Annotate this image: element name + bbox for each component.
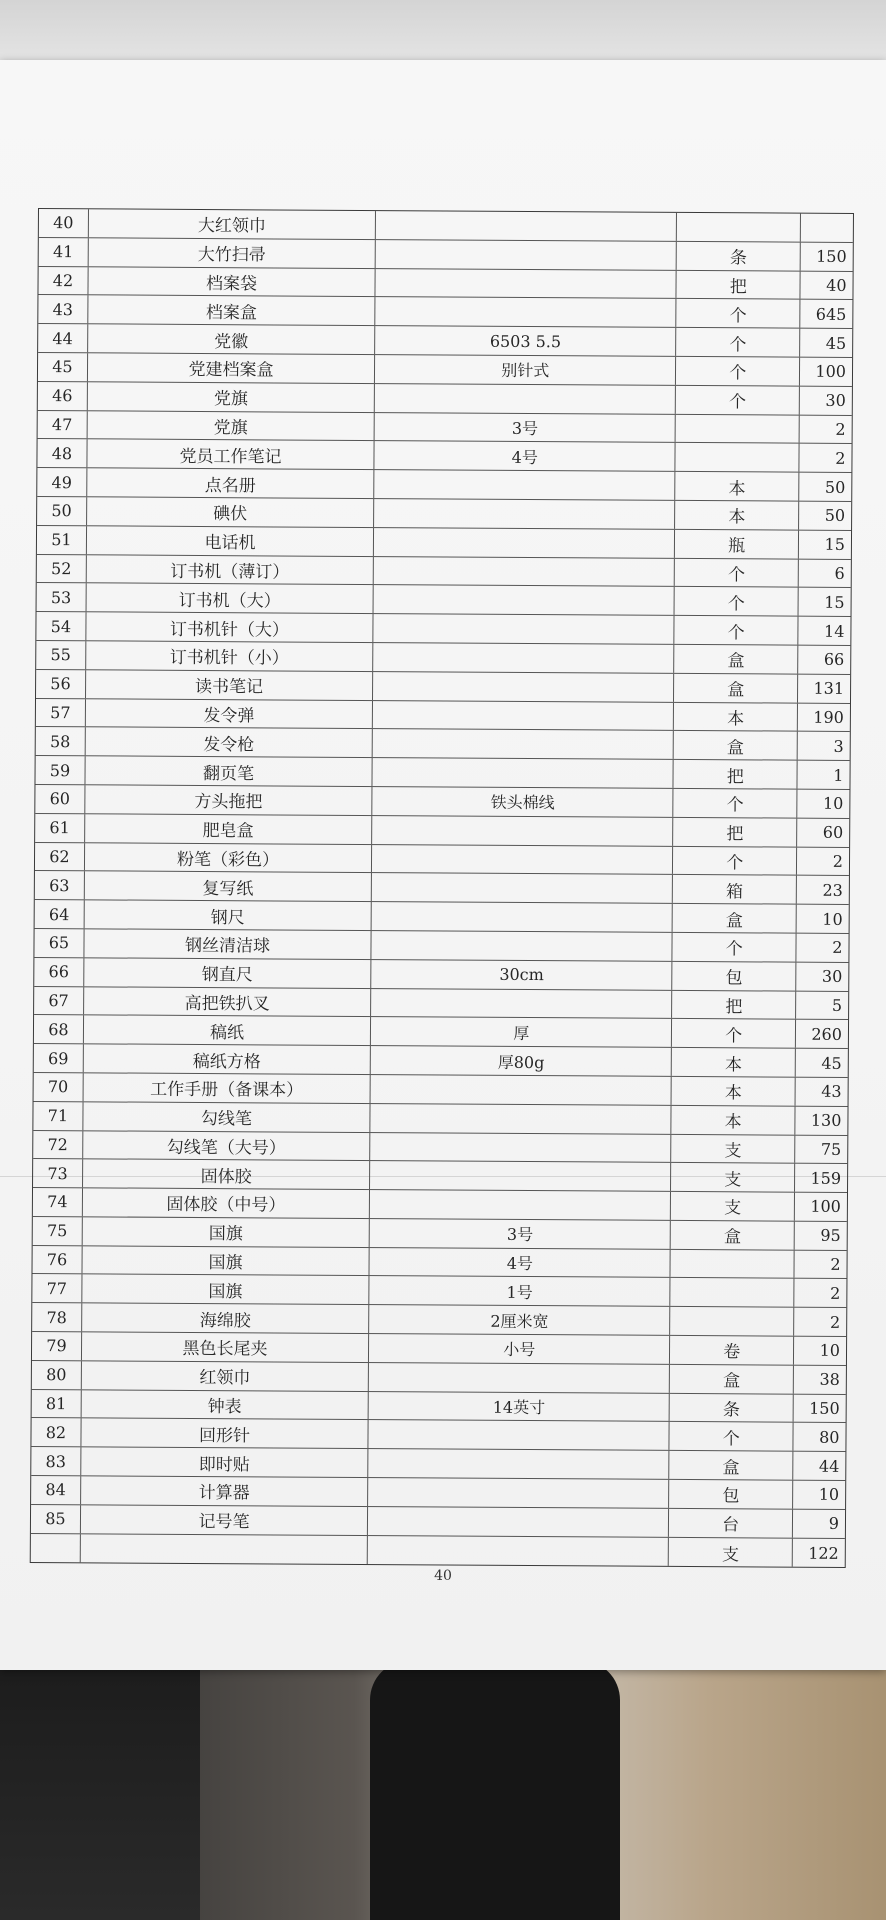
item-unit: 盒 (671, 1221, 795, 1250)
item-name: 订书机针（小） (86, 641, 373, 671)
row-number: 74 (33, 1188, 83, 1216)
item-name: 复写纸 (85, 872, 372, 902)
item-quantity: 15 (824, 592, 845, 612)
row-number: 75 (33, 1217, 83, 1245)
row-number: 51 (37, 526, 87, 554)
row-number: 80 (32, 1361, 82, 1389)
item-quantity: 6 (834, 563, 845, 583)
item-spec (374, 470, 675, 500)
item-quantity: 95 (820, 1226, 841, 1246)
item-quantity: 75 (820, 1139, 842, 1159)
item-unit: 包 (673, 962, 797, 991)
row-number: 44 (38, 324, 88, 352)
item-unit (676, 414, 800, 443)
row-number: 53 (37, 583, 87, 611)
item-spec (375, 297, 676, 327)
item-quantity: 190 (813, 707, 844, 727)
item-spec (368, 1449, 669, 1479)
row-number: 77 (32, 1274, 82, 1302)
row-number: 62 (35, 843, 85, 871)
item-name: 计算器 (81, 1476, 368, 1506)
item-unit: 本 (675, 501, 799, 530)
row-number (31, 1534, 81, 1563)
item-quantity: 2 (835, 448, 846, 468)
item-quantity: 80 (819, 1427, 840, 1447)
item-name: 党建档案盒 (88, 353, 375, 383)
item-name: 档案盒 (88, 296, 375, 326)
row-number: 49 (37, 468, 87, 496)
item-unit: 个 (677, 299, 801, 328)
item-name: 点名册 (87, 468, 374, 498)
item-spec: 4号 (370, 1248, 671, 1278)
item-name: 钟表 (81, 1390, 368, 1420)
item-quantity: 159 (810, 1168, 842, 1188)
item-unit: 个 (675, 616, 799, 645)
item-spec: 4号 (375, 441, 676, 471)
item-spec (372, 816, 673, 846)
item-spec (368, 1478, 669, 1508)
row-number: 55 (36, 641, 86, 669)
row-number: 61 (35, 814, 85, 842)
item-unit (677, 213, 801, 242)
item-unit: 本 (674, 702, 798, 731)
item-spec: 1号 (369, 1277, 670, 1307)
item-name: 固体胶 (83, 1160, 370, 1190)
item-spec (373, 643, 674, 673)
item-quantity: 2 (829, 1312, 841, 1332)
item-spec (374, 499, 675, 529)
item-name: 钢直尺 (84, 958, 371, 988)
row-number: 56 (36, 670, 86, 698)
item-name: 黑色长尾夹 (82, 1332, 369, 1362)
item-unit: 条 (670, 1394, 794, 1423)
item-name: 记号笔 (81, 1505, 368, 1535)
row-number: 42 (38, 267, 88, 295)
item-quantity: 130 (810, 1110, 842, 1131)
row-number: 84 (31, 1476, 81, 1504)
item-unit: 包 (669, 1480, 793, 1509)
item-quantity: 150 (816, 246, 847, 267)
item-unit: 本 (672, 1077, 796, 1106)
item-unit: 盒 (674, 731, 798, 760)
item-name: 稿纸方格 (84, 1044, 371, 1074)
item-spec (373, 758, 674, 788)
item-unit: 个 (675, 558, 799, 587)
row-number: 59 (35, 756, 85, 784)
row-number: 60 (35, 785, 85, 813)
item-quantity: 10 (819, 1341, 841, 1361)
item-spec: 6503 5.5 (375, 326, 676, 356)
item-unit: 盒 (670, 1451, 794, 1480)
item-name: 党员工作笔记 (87, 440, 374, 470)
item-unit (671, 1250, 795, 1279)
item-name: 党旗 (88, 382, 375, 412)
item-name: 档案袋 (88, 267, 375, 297)
item-quantity: 14 (823, 621, 845, 641)
row-number: 57 (36, 699, 86, 727)
item-quantity: 5 (831, 995, 843, 1015)
item-unit: 支 (671, 1192, 795, 1221)
item-name: 大红领巾 (89, 209, 376, 239)
item-name: 电话机 (87, 526, 374, 556)
item-spec (372, 902, 673, 932)
item-quantity (801, 214, 853, 242)
row-number: 69 (34, 1044, 84, 1072)
item-spec (376, 211, 677, 241)
item-name: 国旗 (82, 1246, 369, 1276)
item-spec (369, 1421, 670, 1451)
row-number: 67 (34, 987, 84, 1015)
item-spec (374, 585, 675, 615)
row-number: 73 (33, 1159, 83, 1187)
item-quantity: 645 (815, 304, 847, 324)
item-quantity: 30 (821, 966, 843, 987)
item-unit: 支 (672, 1134, 796, 1163)
item-spec (371, 1075, 672, 1105)
item-quantity: 38 (819, 1370, 840, 1390)
item-quantity: 10 (818, 1485, 840, 1505)
item-unit: 卷 (670, 1336, 794, 1365)
background-shoe (370, 1660, 620, 1920)
item-unit: 个 (672, 1019, 796, 1048)
item-name: 红领巾 (82, 1361, 369, 1391)
item-name: 翻页笔 (85, 756, 372, 786)
item-spec: 小号 (369, 1334, 670, 1364)
item-spec (375, 384, 676, 414)
row-number: 71 (33, 1102, 83, 1130)
item-unit: 个 (673, 846, 797, 875)
item-spec (370, 1161, 671, 1191)
item-spec: 别针式 (375, 355, 676, 385)
row-number: 45 (38, 353, 88, 381)
item-spec: 14英寸 (369, 1392, 670, 1422)
item-name: 即时贴 (81, 1448, 368, 1478)
row-number: 47 (38, 411, 88, 439)
item-spec (372, 845, 673, 875)
item-name: 国旗 (83, 1217, 370, 1247)
item-unit: 本 (676, 472, 800, 501)
item-name: 钢尺 (84, 900, 371, 930)
item-spec (371, 989, 672, 1019)
item-spec (369, 1363, 670, 1393)
item-unit: 把 (672, 990, 796, 1019)
item-unit: 台 (669, 1509, 793, 1538)
row-number: 54 (36, 612, 86, 640)
item-unit: 把 (674, 818, 798, 847)
item-spec (371, 1104, 672, 1134)
item-name: 发令弹 (86, 699, 373, 729)
item-unit (671, 1307, 795, 1336)
inventory-table (30, 208, 854, 1568)
item-quantity: 2 (832, 938, 843, 958)
item-name: 订书机（大） (86, 584, 373, 614)
item-quantity: 131 (813, 678, 845, 699)
item-quantity: 10 (822, 794, 844, 814)
item-unit: 个 (674, 789, 798, 818)
item-quantity: 43 (821, 1082, 842, 1102)
item-quantity: 30 (825, 390, 846, 411)
item-unit (676, 443, 800, 472)
item-quantity: 45 (825, 333, 847, 353)
item-unit: 盒 (675, 645, 799, 674)
item-name: 碘伏 (87, 497, 374, 527)
row-number: 66 (34, 958, 84, 986)
row-number: 76 (32, 1246, 82, 1274)
item-quantity: 2 (830, 1283, 841, 1303)
item-quantity: 15 (824, 534, 846, 555)
item-quantity: 44 (818, 1456, 840, 1476)
item-unit: 盒 (674, 674, 798, 703)
row-number: 65 (34, 929, 84, 957)
item-quantity: 2 (830, 1254, 841, 1275)
item-spec (376, 269, 677, 299)
item-quantity: 45 (821, 1053, 842, 1073)
item-quantity: 2 (835, 419, 846, 439)
item-spec: 铁头棉线 (372, 787, 673, 817)
item-name: 大竹扫帚 (89, 238, 376, 268)
item-quantity: 66 (823, 650, 845, 670)
item-unit: 把 (674, 760, 798, 789)
item-spec (368, 1507, 669, 1537)
row-number: 48 (37, 439, 87, 467)
item-unit: 箱 (673, 875, 797, 904)
row-number: 64 (35, 900, 85, 928)
item-name: 党旗 (87, 411, 374, 441)
item-quantity: 60 (822, 822, 844, 843)
item-name: 工作手册（备课本） (83, 1073, 370, 1103)
row-number: 78 (32, 1303, 82, 1331)
item-spec (368, 1536, 669, 1567)
item-spec: 2厘米宽 (369, 1305, 670, 1335)
row-number: 70 (34, 1073, 84, 1101)
item-quantity: 260 (811, 1024, 843, 1044)
item-spec: 厚 (371, 1017, 672, 1047)
item-spec: 3号 (375, 413, 676, 443)
item-quantity: 122 (808, 1543, 839, 1563)
row-number: 63 (35, 871, 85, 899)
item-name: 固体胶（中号） (83, 1188, 370, 1218)
item-unit: 瓶 (675, 530, 799, 559)
row-number: 72 (33, 1130, 83, 1158)
item-unit: 个 (670, 1422, 794, 1451)
item-spec (370, 1190, 671, 1220)
item-unit: 个 (673, 933, 797, 962)
item-spec (374, 614, 675, 644)
item-name: 回形针 (81, 1419, 368, 1449)
row-number: 85 (31, 1505, 81, 1533)
row-number: 82 (31, 1418, 81, 1446)
item-name: 订书机（薄订） (87, 555, 374, 585)
item-spec (372, 873, 673, 903)
item-spec (373, 672, 674, 702)
item-spec (376, 240, 677, 270)
row-number: 41 (39, 238, 89, 266)
item-unit: 个 (676, 357, 800, 386)
item-quantity: 23 (822, 880, 843, 900)
item-unit: 支 (671, 1163, 795, 1192)
row-number: 52 (37, 555, 87, 583)
item-unit (671, 1278, 795, 1307)
item-quantity: 100 (810, 1197, 841, 1217)
item-name: 方头拖把 (85, 785, 372, 815)
item-quantity: 100 (815, 362, 847, 382)
row-number: 50 (37, 497, 87, 525)
item-unit: 个 (677, 328, 801, 357)
item-quantity: 2 (832, 851, 844, 871)
item-spec (370, 1133, 671, 1163)
item-name: 稿纸 (84, 1016, 371, 1046)
item-quantity: 40 (826, 275, 847, 295)
item-quantity: 1 (833, 765, 844, 785)
item-name: 国旗 (82, 1275, 369, 1305)
item-name: 钢丝清洁球 (84, 929, 371, 959)
item-name: 党徽 (88, 324, 375, 354)
item-spec (374, 528, 675, 558)
row-number: 43 (38, 295, 88, 323)
item-spec (373, 701, 674, 731)
row-number: 46 (38, 382, 88, 410)
item-quantity: 150 (809, 1398, 840, 1418)
item-unit: 个 (676, 386, 800, 415)
item-name: 发令枪 (86, 728, 373, 758)
row-number: 58 (36, 727, 86, 755)
item-name: 订书机针（大） (86, 612, 373, 642)
item-name: 海绵胶 (82, 1304, 369, 1334)
item-spec: 厚80g (371, 1046, 672, 1076)
item-spec (373, 729, 674, 759)
item-quantity: 50 (824, 506, 846, 526)
item-name: 读书笔记 (86, 670, 373, 700)
row-number: 79 (32, 1332, 82, 1360)
item-name (81, 1534, 368, 1565)
item-spec (374, 557, 675, 587)
item-unit: 把 (677, 270, 801, 299)
table-row (31, 1534, 845, 1568)
row-number: 40 (39, 209, 89, 237)
row-number: 83 (31, 1447, 81, 1475)
item-name: 粉笔（彩色） (85, 843, 372, 873)
item-unit: 盒 (673, 904, 797, 933)
item-unit: 条 (677, 242, 801, 271)
row-number: 81 (32, 1390, 82, 1418)
item-name: 高把铁扒叉 (84, 987, 371, 1017)
item-quantity: 10 (822, 909, 843, 929)
item-unit: 本 (672, 1048, 796, 1077)
item-unit: 本 (672, 1106, 796, 1135)
row-number: 68 (34, 1015, 84, 1043)
background-dark-area (0, 1660, 200, 1920)
item-spec (372, 931, 673, 961)
item-unit: 个 (675, 587, 799, 616)
item-unit: 盒 (670, 1365, 794, 1394)
page-number: 40 (434, 1568, 452, 1584)
item-name: 勾线笔（大号） (83, 1131, 370, 1161)
item-unit: 支 (669, 1538, 793, 1568)
item-quantity: 3 (833, 736, 844, 756)
item-quantity: 9 (828, 1514, 840, 1534)
item-spec: 3号 (370, 1219, 671, 1249)
item-quantity: 50 (824, 477, 846, 497)
item-name: 肥皂盒 (85, 814, 372, 844)
item-name: 勾线笔 (83, 1102, 370, 1132)
item-spec: 30cm (371, 960, 672, 990)
